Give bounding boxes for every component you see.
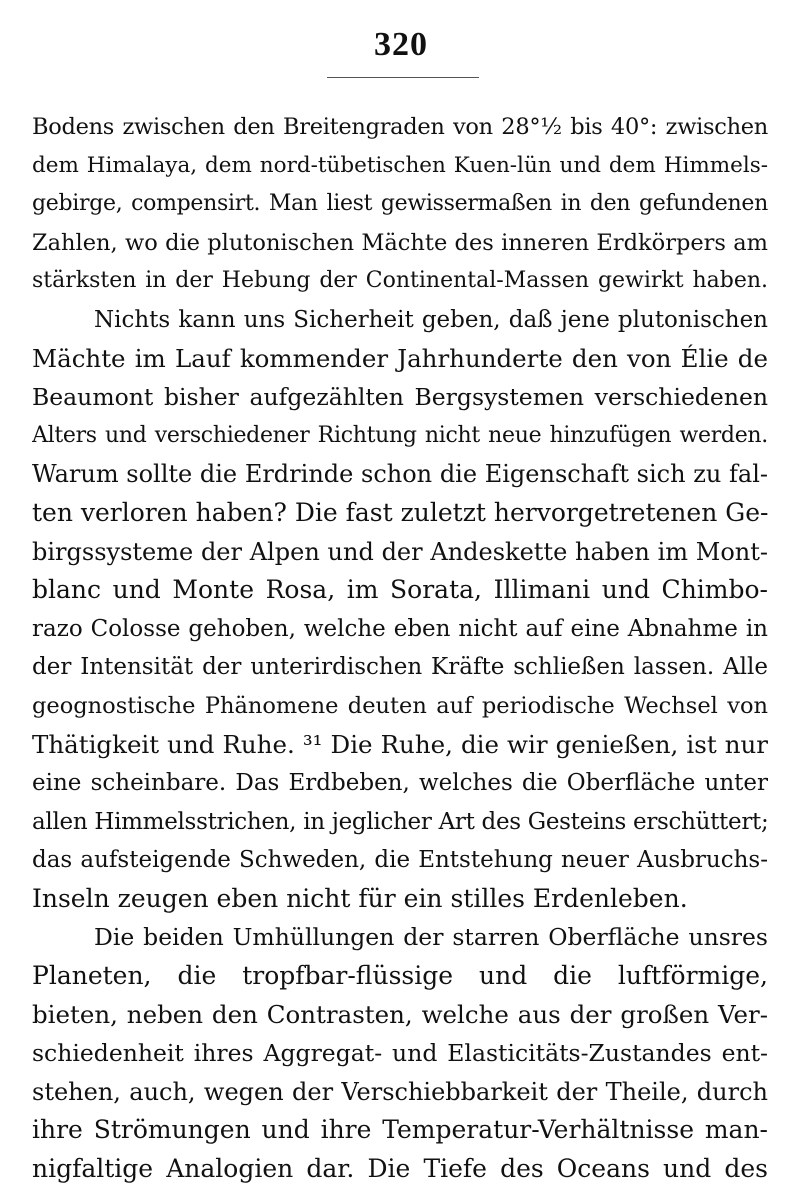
- text-line: das aufsteigende Schweden, die Entstehung neuer Ausbruchs-: [32, 847, 768, 874]
- text-line: stehen, auch, wegen der Verschiebbarkeit der Theile, durch: [32, 1077, 768, 1106]
- text-line: birgssysteme der Alpen und der Andeskette haben im Mont-: [32, 537, 768, 566]
- text-line: stärksten in der Hebung der Continental-Massen gewirkt haben.: [32, 268, 768, 294]
- text-line: dem Himalaya, dem nord-tübetischen Kuen-lün und dem Himmels-: [32, 152, 768, 178]
- text-line: bieten, neben den Contrasten, welche aus der großen Ver-: [32, 999, 768, 1029]
- text-line: Warum sollte die Erdrinde schon die Eigenschaft sich zu fal-: [32, 460, 768, 489]
- header-rule: [327, 77, 479, 78]
- text-line: Thätigkeit und Ruhe. ³¹ Die Ruhe, die wir genießen, ist nur: [32, 729, 768, 759]
- text-line: nigfaltige Analogien dar. Die Tiefe des Oceans und des: [32, 1154, 768, 1184]
- text-line: eine scheinbare. Das Erdbeben, welches die Oberfläche unter: [32, 770, 768, 797]
- body-text: [32, 108, 768, 1189]
- page-number: 320: [374, 26, 428, 63]
- text-line: Beaumont bisher aufgezählten Bergsystemen verschiedenen: [32, 383, 768, 412]
- paragraph-start-line: Die beiden Umhüllungen der starren Oberfläche unsres: [94, 923, 768, 952]
- paragraph-start-line: Nichts kann uns Sicherheit geben, daß jene plutonischen: [94, 306, 768, 333]
- text-line: blanc und Monte Rosa, im Sorata, Illimani und Chimbo-: [32, 575, 768, 605]
- text-line: gebirge, compensirt. Man liest gewissermaßen in den gefundenen: [32, 191, 768, 217]
- text-line: der Intensität der unterirdischen Kräfte schließen lassen. Alle: [32, 654, 768, 681]
- text-line: Bodens zwischen den Breitengraden von 28°½ bis 40°: zwischen: [32, 114, 768, 140]
- text-line: Mächte im Lauf kommender Jahrhunderte den von Élie de: [32, 343, 768, 373]
- text-line: schiedenheit ihres Aggregat- und Elasticitäts-Zustandes ent-: [32, 1039, 768, 1068]
- text-line: Planeten, die tropfbar-flüssige und die luftförmige,: [32, 961, 768, 991]
- text-line: ihre Strömungen und ihre Temperatur-Verhältnisse man-: [32, 1115, 768, 1145]
- text-line: razo Colosse gehoben, welche eben nicht auf eine Abnahme in: [32, 615, 768, 642]
- text-line: ten verloren haben? Die fast zuletzt hervorgetretenen Ge-: [32, 497, 768, 527]
- text-line: allen Himmelsstrichen, in jeglicher Art des Gesteins erschüttert;: [32, 808, 768, 835]
- text-line: Alters und verschiedener Richtung nicht neue hinzufügen werden.: [32, 422, 768, 448]
- text-line: geognostische Phänomene deuten auf periodische Wechsel von: [32, 692, 768, 719]
- text-line: Zahlen, wo die plutonischen Mächte des inneren Erdkörpers am: [32, 229, 768, 256]
- paragraph-end-line: Inseln zeugen eben nicht für ein stilles Erdenleben.: [32, 883, 688, 913]
